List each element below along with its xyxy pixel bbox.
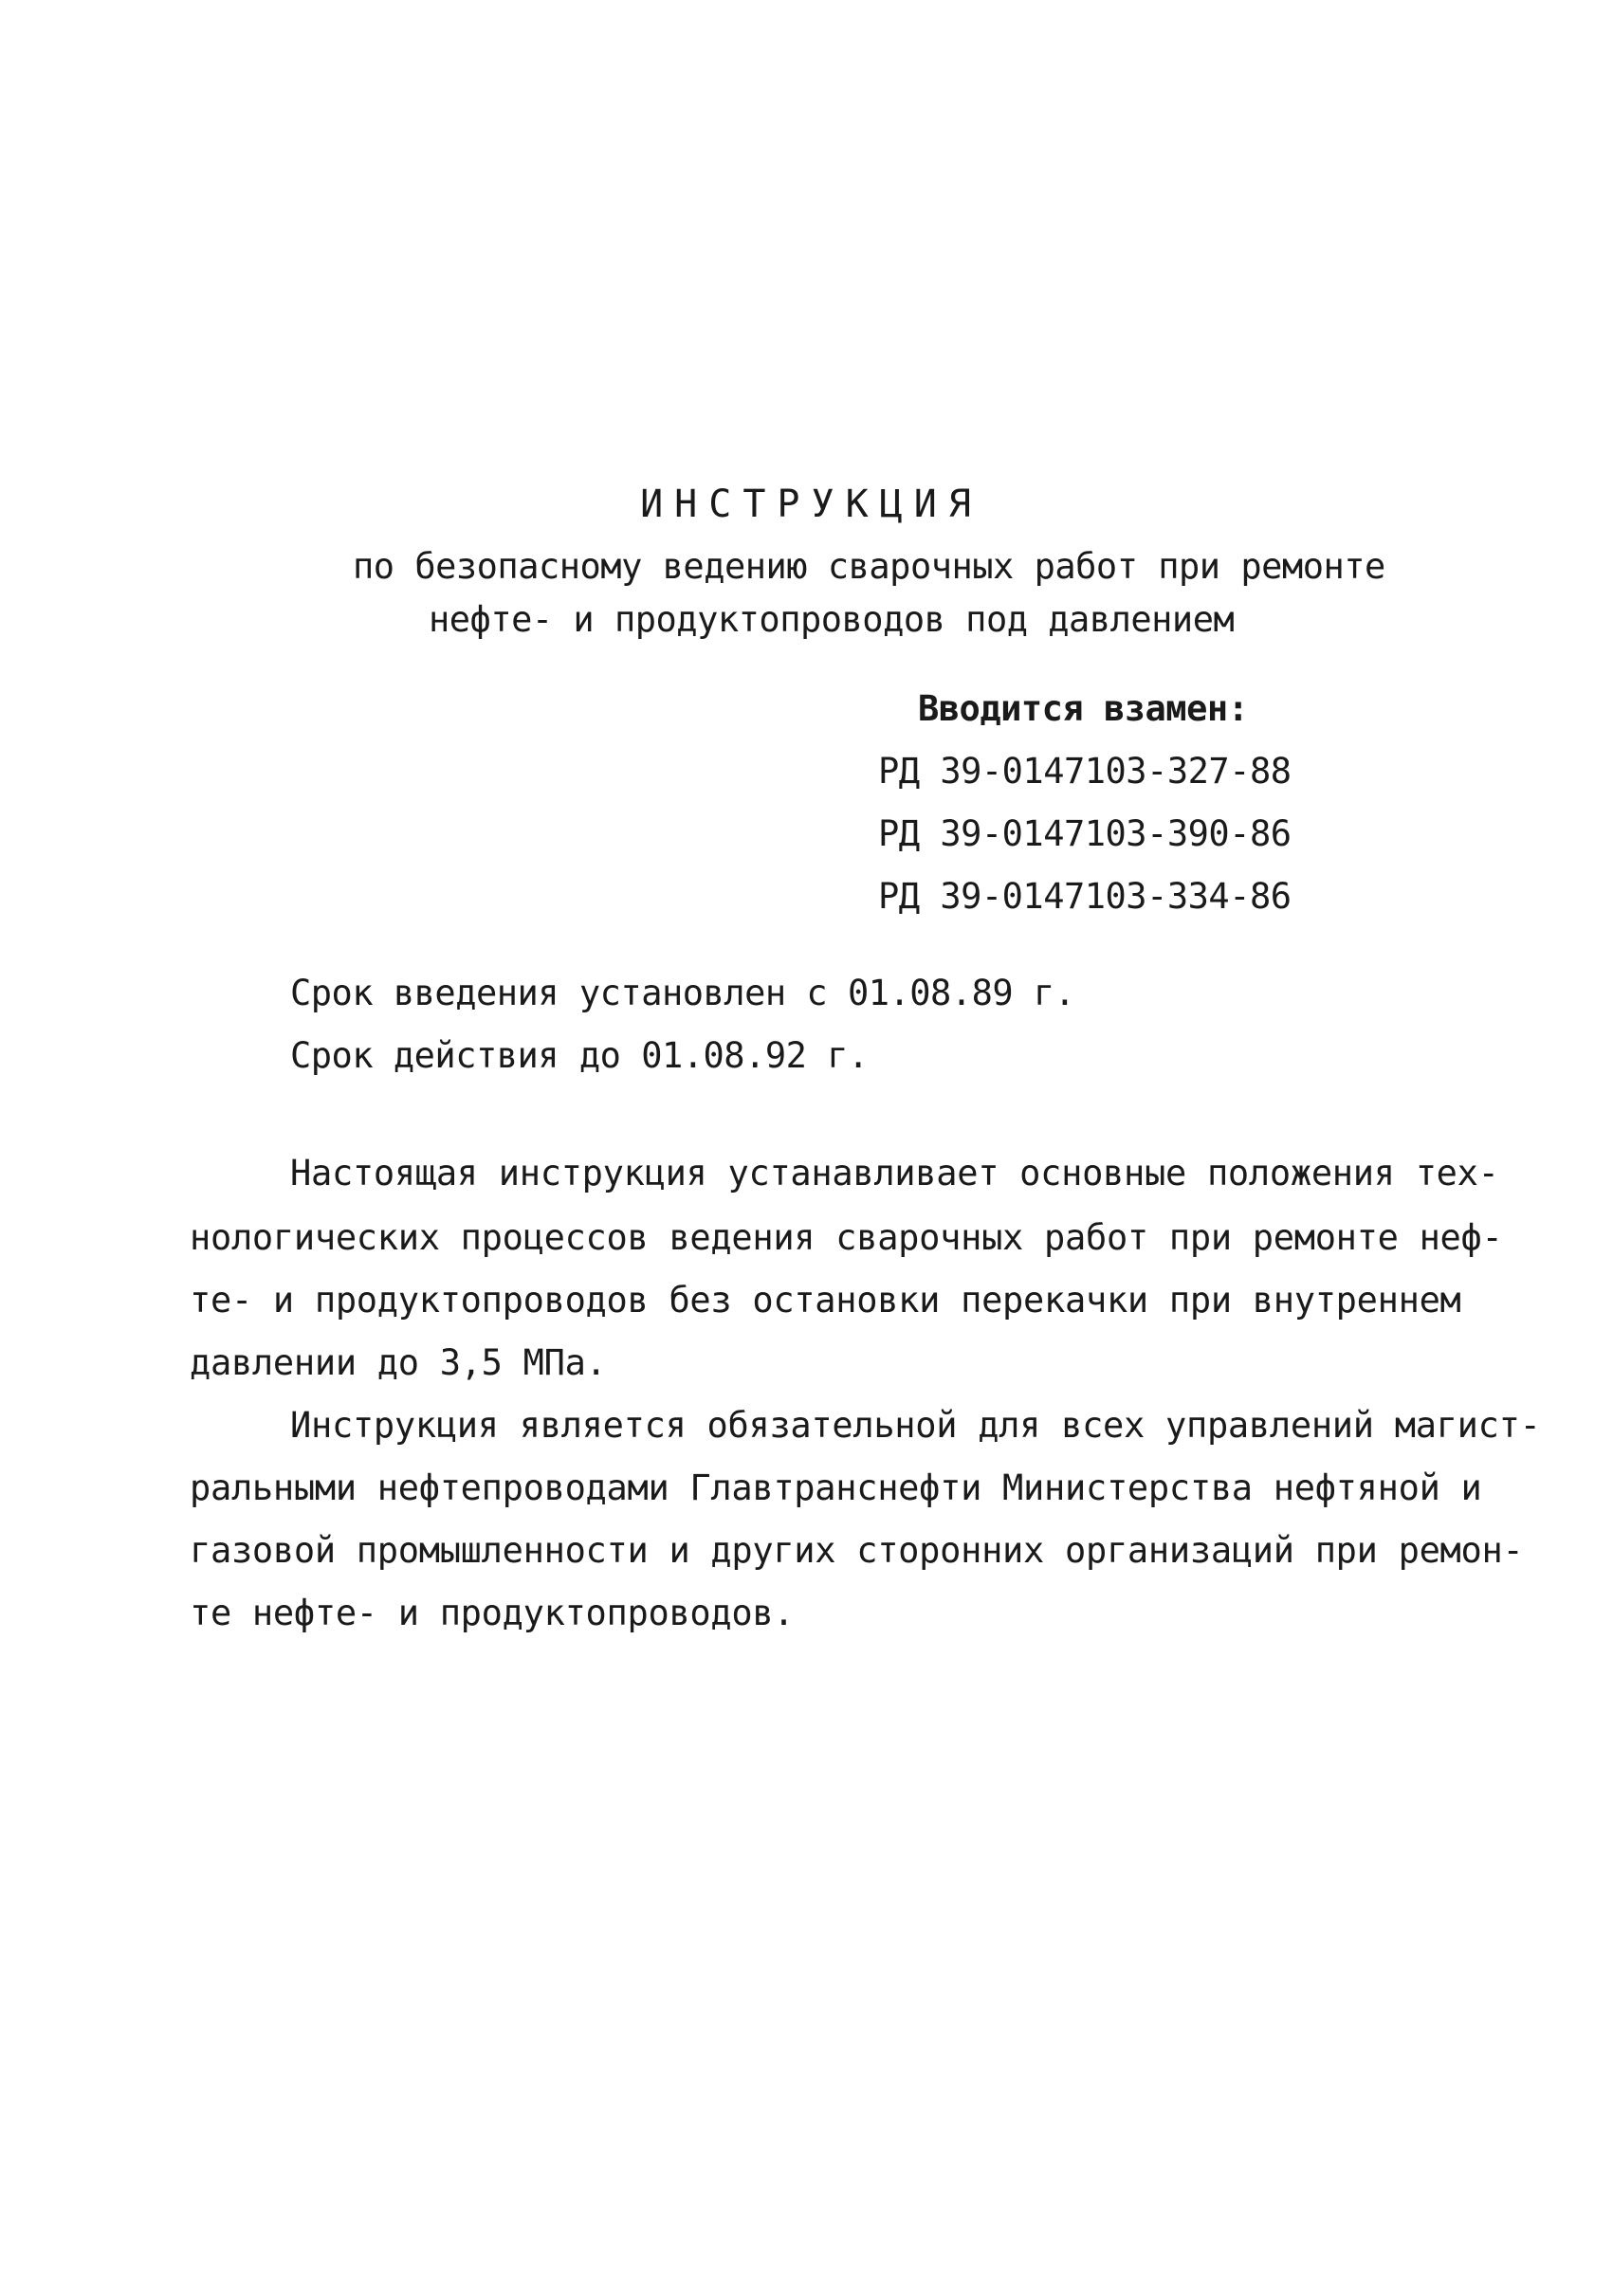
replaced-document-2: РД 39-0147103-390-86 <box>878 813 1292 854</box>
replaced-document-3: РД 39-0147103-334-86 <box>878 876 1292 917</box>
validity-date: Срок действия до 01.08.92 г. <box>290 1035 869 1076</box>
paragraph-2-line-3: газовой промышленности и других сторонних организаций при ремон- <box>190 1530 1524 1571</box>
replaced-document-1: РД 39-0147103-327-88 <box>878 751 1292 792</box>
document-subtitle-line-1: по безопасному ведению сварочных работ при ремонте <box>353 546 1385 587</box>
document-title: ИНСТРУКЦИЯ <box>640 483 982 526</box>
document-subtitle-line-2: нефте- и продуктопроводов под давлением <box>429 599 1235 640</box>
replaces-heading: Вводится взамен: <box>918 688 1249 729</box>
paragraph-1-line-2: нологических процессов ведения сварочных работ при ремонте неф- <box>190 1217 1503 1258</box>
paragraph-1-line-4: давлении до 3,5 МПа. <box>190 1342 607 1383</box>
paragraph-1-line-1: Настоящая инструкция устанавливает основные положения тех- <box>290 1153 1499 1194</box>
effective-date: Срок введения установлен с 01.08.89 г. <box>290 973 1075 1013</box>
paragraph-2-line-1: Инструкция является обязательной для всех управлений магист- <box>290 1405 1541 1446</box>
paragraph-1-line-3: те- и продуктопроводов без остановки перекачки при внутреннем <box>190 1280 1461 1321</box>
paragraph-2-line-4: те нефте- и продуктопроводов. <box>190 1593 795 1633</box>
paragraph-2-line-2: ральными нефтепроводами Главтранснефти Министерства нефтяной и <box>190 1467 1482 1508</box>
